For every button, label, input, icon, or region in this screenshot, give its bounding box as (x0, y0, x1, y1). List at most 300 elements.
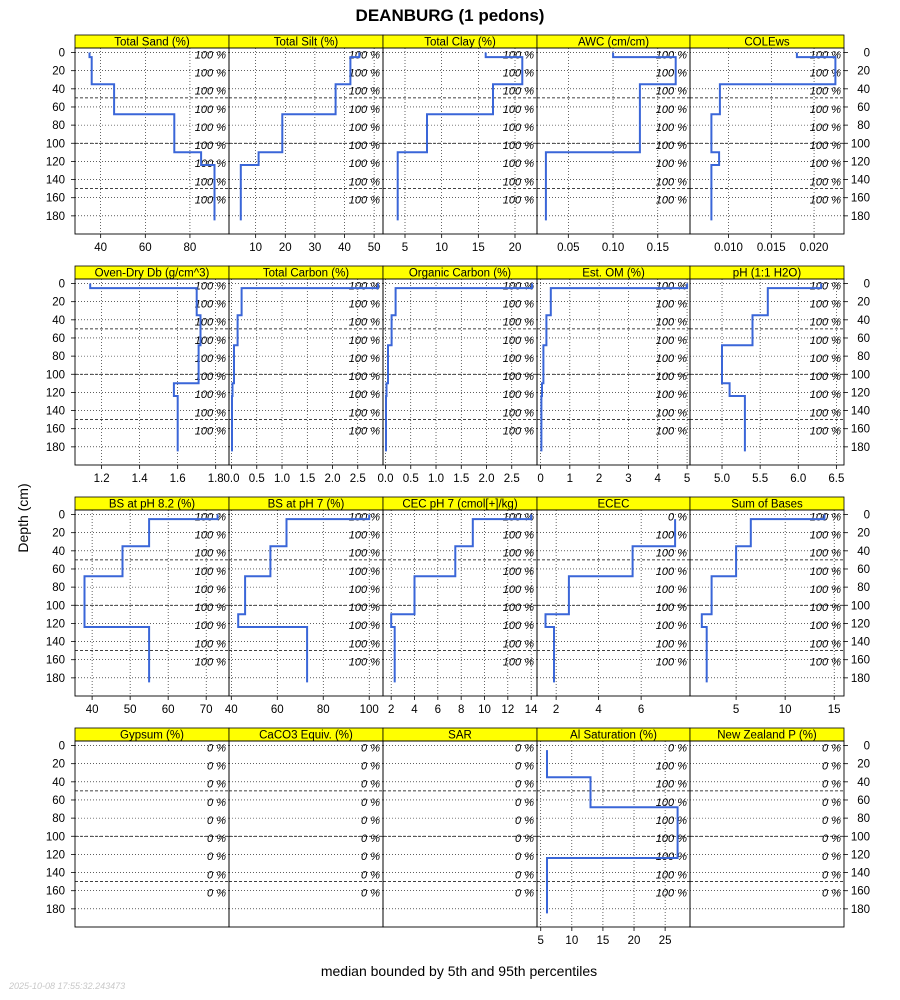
timestamp: 2025-10-08 17:55:32.243473 (9, 981, 126, 991)
y-tick-label: 160 (850, 885, 870, 898)
percent-label: 100 % (809, 511, 841, 524)
percent-label: 0 % (361, 760, 380, 773)
percent-label: 100 % (502, 316, 534, 329)
percent-label: 100 % (348, 565, 380, 578)
percent-label: 100 % (655, 796, 687, 809)
x-tick-label: 4 (654, 473, 661, 485)
panel (383, 497, 538, 716)
x-tick-label: 10 (478, 704, 491, 716)
percent-label: 0 % (361, 887, 380, 900)
panel (229, 728, 383, 927)
y-tick-label: 140 (850, 867, 870, 880)
panel-strip-label: SAR (448, 729, 472, 742)
panel-strip-label: ECEC (597, 498, 630, 511)
y-tick-label: 40 (857, 545, 870, 558)
x-tick-label: 4 (411, 704, 418, 716)
x-tick-label: 50 (367, 242, 381, 254)
percent-label: 0 % (822, 887, 841, 900)
x-tick-label: 0.0 (223, 473, 240, 485)
percent-label: 100 % (194, 85, 226, 98)
x-tick-label: 2.0 (478, 473, 495, 485)
y-tick-label: 80 (857, 813, 870, 826)
percent-label: 100 % (809, 529, 841, 542)
percent-label: 100 % (655, 298, 687, 311)
x-tick-label: 1 (566, 473, 574, 485)
panel-strip-label: BS at pH 7 (%) (267, 498, 345, 511)
percent-label: 100 % (194, 583, 226, 596)
percent-label: 100 % (809, 602, 841, 615)
x-tick-label: 80 (183, 242, 197, 254)
percent-label: 100 % (194, 565, 226, 578)
x-axis-label: median bounded by 5th and 95th percentiles (320, 963, 598, 979)
x-tick-label: 0.010 (714, 242, 743, 254)
y-tick-label: 100 (850, 138, 870, 151)
y-tick-label: 100 (45, 138, 65, 151)
percent-label: 100 % (194, 67, 226, 80)
percent-label: 100 % (194, 140, 226, 153)
percent-label: 0 % (515, 760, 534, 773)
x-tick-label: 5.5 (752, 473, 769, 485)
panel-strip-label: Gypsum (%) (120, 729, 184, 742)
x-tick-label: 40 (338, 242, 351, 254)
y-tick-label: 80 (52, 120, 65, 133)
percent-label: 100 % (194, 298, 226, 311)
y-tick-label: 0 (863, 278, 870, 291)
x-tick-label: 12 (501, 704, 515, 716)
x-tick-label: 60 (270, 704, 284, 716)
y-tick-label: 40 (857, 83, 870, 96)
percent-label: 100 % (502, 352, 534, 365)
percent-label: 100 % (194, 334, 226, 347)
y-tick-label: 140 (850, 405, 870, 418)
panels-layer (46, 35, 870, 947)
y-tick-label: 140 (45, 405, 65, 418)
x-tick-label: 10 (778, 704, 792, 716)
percent-label: 100 % (655, 49, 687, 62)
y-tick-label: 80 (52, 813, 65, 826)
panel-strip-label: Sum of Bases (731, 498, 803, 511)
x-tick-label: 10 (249, 242, 263, 254)
chart-title: DEANBURG (1 pedons) (355, 6, 545, 25)
panel (690, 35, 844, 254)
percent-label: 100 % (348, 602, 380, 615)
percent-label: 100 % (809, 176, 841, 189)
percent-label: 100 % (348, 49, 380, 62)
percent-label: 100 % (348, 298, 380, 311)
x-tick-label: 1.8 (207, 473, 224, 485)
y-tick-label: 60 (52, 101, 65, 114)
y-tick-label: 160 (45, 885, 65, 898)
percent-label: 100 % (502, 67, 534, 80)
y-tick-label: 100 (45, 600, 65, 613)
y-tick-label: 20 (857, 296, 870, 309)
x-tick-label: 1.0 (428, 473, 445, 485)
percent-label: 100 % (194, 103, 226, 116)
x-tick-label: 60 (161, 704, 175, 716)
percent-label: 100 % (502, 511, 534, 524)
x-tick-label: 80 (316, 704, 330, 716)
percent-label: 100 % (348, 425, 380, 438)
percent-label: 100 % (809, 316, 841, 329)
percent-label: 100 % (348, 194, 380, 207)
percent-label: 100 % (655, 565, 687, 578)
percent-label: 100 % (194, 176, 226, 189)
x-tick-label: 50 (123, 704, 137, 716)
y-tick-label: 80 (52, 582, 65, 595)
x-tick-label: 14 (524, 704, 538, 716)
percent-label: 100 % (348, 280, 380, 293)
percent-label: 100 % (655, 547, 687, 560)
x-tick-label: 2 (552, 704, 560, 716)
percent-label: 100 % (348, 620, 380, 633)
percent-label: 100 % (655, 425, 687, 438)
y-tick-label: 160 (850, 423, 870, 436)
percent-label: 100 % (502, 529, 534, 542)
y-tick-label: 100 (850, 369, 870, 382)
percent-label: 100 % (809, 298, 841, 311)
x-tick-label: 15 (471, 242, 485, 254)
percent-label: 0 % (515, 869, 534, 882)
x-tick-label: 20 (627, 935, 641, 947)
panel-strip-label: Total Clay (%) (424, 36, 496, 49)
x-tick-label: 100 (359, 704, 379, 716)
percent-label: 100 % (809, 194, 841, 207)
y-tick-label: 120 (45, 849, 65, 862)
percent-label: 100 % (502, 121, 534, 134)
percent-label: 100 % (655, 760, 687, 773)
percent-label: 100 % (655, 103, 687, 116)
x-tick-label: 2.0 (324, 473, 341, 485)
x-tick-label: 10 (435, 242, 449, 254)
panel (537, 497, 690, 716)
median-profile-line (241, 53, 359, 221)
percent-label: 100 % (348, 371, 380, 384)
percent-label: 100 % (194, 280, 226, 293)
y-tick-label: 80 (857, 351, 870, 364)
y-tick-label: 20 (52, 65, 65, 78)
percent-label: 0 % (361, 814, 380, 827)
percent-label: 100 % (502, 298, 534, 311)
percent-label: 100 % (194, 389, 226, 402)
percent-label: 100 % (809, 334, 841, 347)
percent-label: 100 % (809, 85, 841, 98)
percent-label: 100 % (348, 583, 380, 596)
y-tick-label: 0 (863, 509, 870, 522)
percent-label: 100 % (502, 583, 534, 596)
percent-label: 0 % (668, 742, 687, 755)
x-tick-label: 0.5 (248, 473, 265, 485)
y-tick-label: 160 (45, 192, 65, 205)
percent-label: 100 % (502, 620, 534, 633)
percent-label: 100 % (655, 407, 687, 420)
y-tick-label: 20 (52, 296, 65, 309)
panel-strip-label: New Zealand P (%) (717, 729, 817, 742)
percent-label: 100 % (348, 158, 380, 171)
percent-label: 0 % (515, 851, 534, 864)
percent-label: 100 % (655, 887, 687, 900)
percent-label: 100 % (655, 851, 687, 864)
y-tick-label: 140 (45, 867, 65, 880)
x-tick-label: 5 (537, 935, 544, 947)
panel (690, 266, 844, 485)
y-tick-label: 120 (45, 618, 65, 631)
x-tick-label: 5 (732, 704, 740, 716)
percent-label: 100 % (655, 158, 687, 171)
percent-label: 0 % (515, 796, 534, 809)
percent-label: 100 % (655, 121, 687, 134)
percent-label: 100 % (502, 656, 534, 669)
percent-label: 100 % (194, 620, 226, 633)
percent-label: 100 % (655, 85, 687, 98)
x-tick-label: 5 (683, 473, 691, 485)
percent-label: 0 % (515, 887, 534, 900)
panel (75, 266, 229, 485)
percent-label: 100 % (348, 140, 380, 153)
percent-label: 100 % (809, 140, 841, 153)
percent-label: 100 % (348, 67, 380, 80)
median-profile-line (702, 515, 825, 683)
panel-strip-label: CaCO3 Equiv. (%) (259, 729, 353, 742)
x-tick-label: 1.5 (453, 473, 470, 485)
percent-label: 100 % (502, 565, 534, 578)
percent-label: 100 % (655, 67, 687, 80)
y-tick-label: 20 (857, 65, 870, 78)
percent-label: 100 % (194, 121, 226, 134)
y-tick-label: 160 (850, 192, 870, 205)
x-tick-label: 1.0 (274, 473, 291, 485)
percent-label: 100 % (809, 638, 841, 651)
percent-label: 100 % (809, 103, 841, 116)
x-tick-label: 6.0 (790, 473, 807, 485)
percent-label: 100 % (194, 602, 226, 615)
percent-label: 100 % (194, 194, 226, 207)
y-tick-label: 0 (58, 509, 65, 522)
percent-label: 100 % (194, 425, 226, 438)
percent-label: 100 % (502, 49, 534, 62)
y-tick-label: 60 (52, 794, 65, 807)
percent-label: 100 % (348, 638, 380, 651)
percent-label: 0 % (207, 869, 226, 882)
percent-label: 0 % (822, 814, 841, 827)
y-tick-label: 180 (45, 672, 65, 685)
percent-label: 100 % (809, 407, 841, 420)
panel (75, 35, 229, 254)
y-tick-label: 140 (45, 636, 65, 649)
panel-frame (75, 741, 229, 927)
y-tick-label: 0 (58, 740, 65, 753)
percent-label: 100 % (655, 620, 687, 633)
percent-label: 100 % (194, 371, 226, 384)
percent-label: 100 % (809, 352, 841, 365)
x-tick-label: 20 (278, 242, 292, 254)
y-tick-label: 0 (58, 47, 65, 60)
y-tick-label: 120 (850, 618, 870, 631)
x-tick-label: 15 (596, 935, 610, 947)
y-tick-label: 140 (850, 636, 870, 649)
percent-label: 100 % (655, 869, 687, 882)
y-tick-label: 100 (45, 369, 65, 382)
percent-label: 0 % (207, 742, 226, 755)
panel (537, 266, 690, 485)
percent-label: 100 % (655, 638, 687, 651)
percent-label: 100 % (348, 511, 380, 524)
percent-label: 100 % (194, 352, 226, 365)
x-tick-label: 2.5 (503, 473, 520, 485)
percent-label: 100 % (655, 778, 687, 791)
percent-label: 100 % (502, 334, 534, 347)
y-tick-label: 20 (857, 758, 870, 771)
percent-label: 0 % (822, 869, 841, 882)
percent-label: 100 % (655, 602, 687, 615)
panel-strip-label: Total Carbon (%) (262, 267, 350, 280)
x-tick-label: 1.4 (131, 473, 148, 485)
panel-frame (690, 741, 844, 927)
y-axis-label: Depth (cm) (15, 483, 31, 553)
percent-label: 0 % (668, 511, 687, 524)
x-tick-label: 5 (401, 242, 409, 254)
percent-label: 0 % (515, 814, 534, 827)
percent-label: 0 % (361, 778, 380, 791)
percent-label: 100 % (348, 656, 380, 669)
percent-label: 100 % (194, 49, 226, 62)
percent-label: 0 % (822, 833, 841, 846)
percent-label: 100 % (655, 316, 687, 329)
x-tick-label: 0.05 (557, 242, 580, 254)
percent-label: 0 % (361, 851, 380, 864)
x-tick-label: 15 (827, 704, 841, 716)
percent-label: 100 % (655, 371, 687, 384)
x-tick-label: 2 (387, 704, 395, 716)
percent-label: 100 % (348, 176, 380, 189)
percent-label: 100 % (348, 407, 380, 420)
y-tick-label: 60 (857, 794, 870, 807)
percent-label: 100 % (194, 158, 226, 171)
percent-label: 100 % (194, 511, 226, 524)
percent-label: 100 % (502, 425, 534, 438)
percent-label: 100 % (809, 656, 841, 669)
y-tick-label: 60 (52, 332, 65, 345)
y-tick-label: 100 (850, 831, 870, 844)
y-tick-label: 0 (863, 47, 870, 60)
x-tick-label: 1.5 (299, 473, 316, 485)
panel-frame (383, 741, 537, 927)
y-tick-label: 40 (857, 776, 870, 789)
x-tick-label: 6 (434, 704, 442, 716)
y-tick-label: 60 (52, 563, 65, 576)
y-tick-label: 180 (45, 441, 65, 454)
y-tick-label: 120 (45, 387, 65, 400)
percent-label: 0 % (822, 851, 841, 864)
percent-label: 100 % (809, 67, 841, 80)
percent-label: 0 % (207, 887, 226, 900)
panel-strip-label: AWC (cm/cm) (577, 36, 650, 49)
percent-label: 100 % (809, 620, 841, 633)
percent-label: 100 % (502, 103, 534, 116)
panel (383, 728, 537, 927)
percent-label: 100 % (809, 389, 841, 402)
percent-label: 0 % (361, 742, 380, 755)
panel (225, 497, 383, 716)
x-tick-label: 60 (138, 242, 152, 254)
percent-label: 100 % (655, 583, 687, 596)
percent-label: 100 % (502, 371, 534, 384)
percent-label: 0 % (822, 760, 841, 773)
x-tick-label: 6 (637, 704, 645, 716)
x-tick-label: 25 (658, 935, 672, 947)
percent-label: 0 % (822, 796, 841, 809)
panel-strip-label: CEC pH 7 (cmol[+]/kg) (402, 498, 518, 511)
panel (383, 35, 537, 254)
percent-label: 100 % (655, 352, 687, 365)
percent-label: 100 % (502, 389, 534, 402)
y-tick-label: 0 (863, 740, 870, 753)
y-tick-label: 60 (857, 101, 870, 114)
percent-label: 100 % (655, 656, 687, 669)
y-tick-label: 40 (52, 776, 65, 789)
percent-label: 100 % (809, 49, 841, 62)
y-tick-label: 20 (857, 527, 870, 540)
percent-label: 100 % (502, 638, 534, 651)
x-tick-label: 0.5 (402, 473, 419, 485)
y-tick-label: 140 (850, 174, 870, 187)
y-tick-label: 40 (52, 314, 65, 327)
percent-label: 100 % (348, 316, 380, 329)
x-tick-label: 1.2 (93, 473, 110, 485)
y-tick-label: 20 (52, 527, 65, 540)
x-tick-label: 2.5 (349, 473, 366, 485)
panel-frame (229, 741, 383, 927)
y-tick-label: 120 (850, 156, 870, 169)
panel (224, 266, 383, 485)
y-tick-label: 160 (45, 654, 65, 667)
percent-label: 0 % (515, 778, 534, 791)
y-tick-label: 40 (52, 83, 65, 96)
panel-strip-label: BS at pH 8.2 (%) (108, 498, 196, 511)
percent-label: 100 % (348, 121, 380, 134)
percent-label: 100 % (655, 140, 687, 153)
y-tick-label: 120 (850, 387, 870, 400)
percent-label: 100 % (502, 140, 534, 153)
y-tick-label: 40 (52, 545, 65, 558)
y-tick-label: 100 (45, 831, 65, 844)
median-profile-line (722, 284, 821, 452)
percent-label: 100 % (502, 547, 534, 560)
x-tick-label: 0.15 (646, 242, 669, 254)
percent-label: 100 % (655, 389, 687, 402)
percent-label: 100 % (809, 425, 841, 438)
percent-label: 100 % (809, 280, 841, 293)
y-tick-label: 120 (850, 849, 870, 862)
panel-strip-label: pH (1:1 H2O) (732, 267, 802, 280)
panel (537, 728, 690, 947)
panel (75, 728, 229, 927)
percent-label: 0 % (207, 778, 226, 791)
percent-label: 100 % (655, 529, 687, 542)
median-profile-line (90, 284, 200, 452)
percent-label: 100 % (502, 602, 534, 615)
y-tick-label: 40 (857, 314, 870, 327)
panel (229, 35, 383, 254)
x-tick-label: 3 (625, 473, 632, 485)
percent-label: 100 % (348, 352, 380, 365)
y-tick-label: 60 (857, 563, 870, 576)
percent-label: 0 % (207, 796, 226, 809)
y-tick-label: 180 (850, 441, 870, 454)
x-tick-label: 0.0 (377, 473, 394, 485)
x-tick-label: 40 (224, 704, 238, 716)
percent-label: 100 % (502, 158, 534, 171)
percent-label: 100 % (194, 547, 226, 560)
